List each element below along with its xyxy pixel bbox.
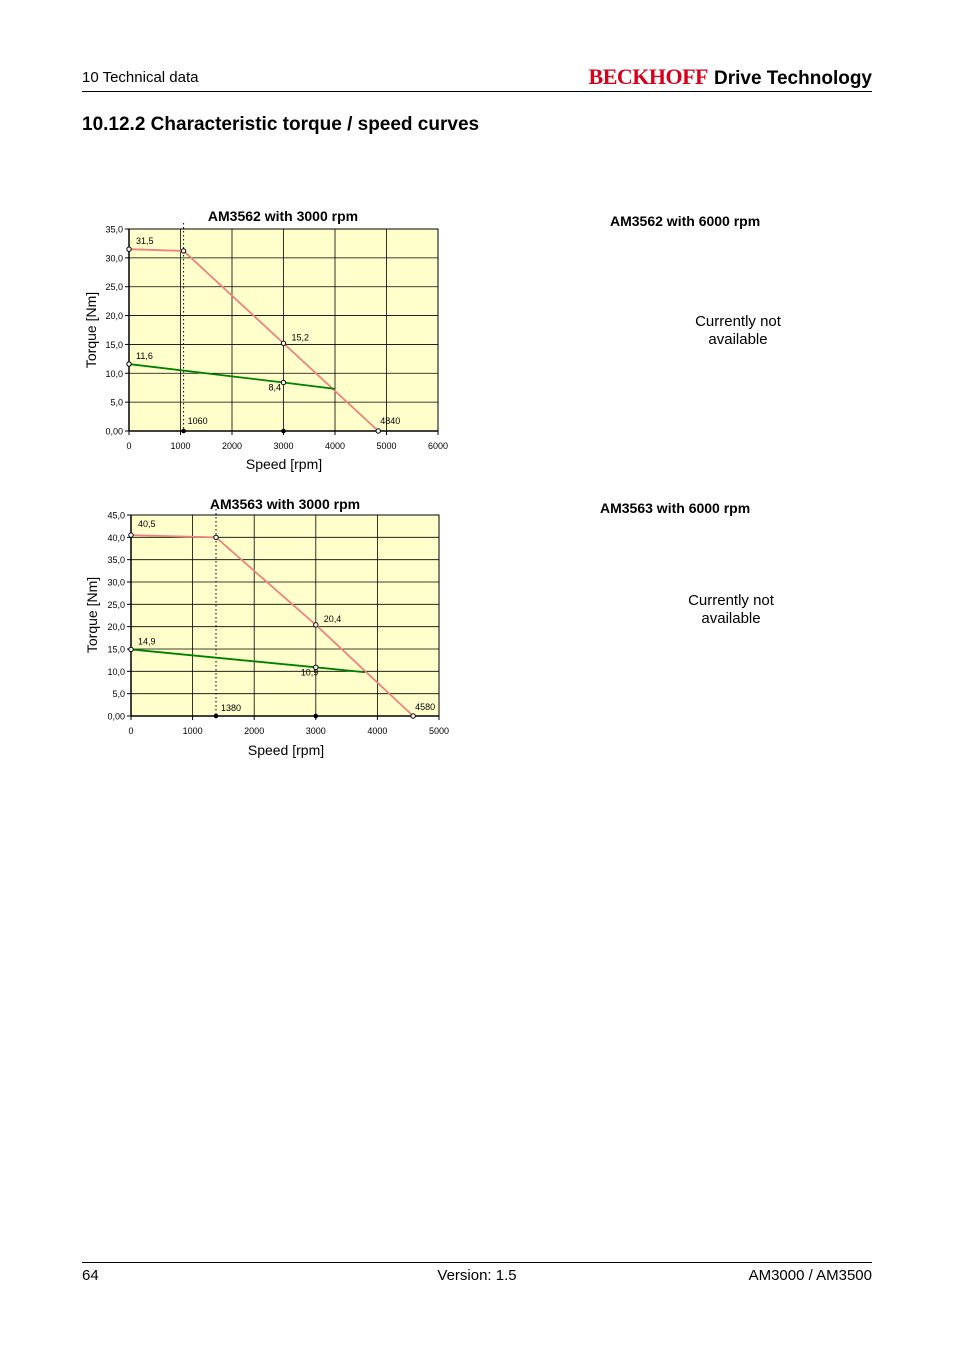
y-tick-label: 25,0 bbox=[105, 282, 123, 293]
y-tick-label: 20,0 bbox=[107, 622, 125, 633]
y-axis-label: Torque [Nm] bbox=[84, 576, 100, 654]
plot-area bbox=[131, 515, 439, 716]
data-label: 1380 bbox=[221, 703, 242, 713]
data-label: 11,6 bbox=[136, 351, 153, 362]
data-label: 40,5 bbox=[138, 519, 156, 530]
y-tick-label: 10,0 bbox=[107, 666, 125, 677]
x-tick-label: 1000 bbox=[170, 441, 191, 451]
x-tick-label: 5000 bbox=[376, 441, 397, 451]
data-label: 14,9 bbox=[138, 636, 156, 647]
note-line: Currently not bbox=[688, 592, 774, 609]
y-tick-label: 25,0 bbox=[107, 599, 125, 610]
y-axis-label: Torque [Nm] bbox=[83, 291, 99, 369]
data-label: 1060 bbox=[187, 416, 208, 426]
y-tick-label: 15,0 bbox=[105, 339, 123, 350]
x-tick-label: 1000 bbox=[182, 726, 203, 736]
footer-divider bbox=[82, 1262, 872, 1263]
am3563-6000rpm-title: AM3563 with 6000 rpm bbox=[600, 500, 751, 516]
y-tick-label: 35,0 bbox=[107, 555, 125, 566]
y-tick-label: 10,0 bbox=[105, 368, 123, 379]
data-point bbox=[129, 533, 133, 537]
y-tick-label: 30,0 bbox=[105, 253, 123, 264]
header-section-title: 10 Technical data bbox=[82, 69, 199, 86]
x-tick-label: 0 bbox=[128, 726, 134, 736]
x-tick-label: 5000 bbox=[428, 726, 450, 736]
data-label: 20,4 bbox=[323, 613, 342, 624]
data-label: 31,5 bbox=[136, 236, 154, 247]
x-axis-label: Speed [rpm] bbox=[247, 742, 325, 758]
am3562-6000rpm-title: AM3562 with 6000 rpm bbox=[610, 213, 761, 229]
chart-title: AM3562 with 3000 rpm bbox=[207, 208, 359, 224]
document-version: Version: 1.5 bbox=[437, 1267, 517, 1284]
y-tick-label: 5,0 bbox=[110, 397, 123, 408]
axis-marker bbox=[214, 714, 219, 719]
x-tick-label: 4000 bbox=[367, 726, 388, 736]
data-label: 8,4 bbox=[268, 382, 282, 393]
x-tick-label: 0 bbox=[126, 441, 132, 451]
data-point bbox=[411, 714, 415, 718]
x-tick-label: 4000 bbox=[324, 441, 346, 451]
data-label: 4840 bbox=[380, 416, 401, 426]
page-number: 64 bbox=[82, 1267, 99, 1284]
x-tick-label: 3000 bbox=[305, 726, 326, 736]
data-label: 15,2 bbox=[291, 332, 310, 343]
y-tick-label: 0,00 bbox=[107, 711, 125, 722]
axis-marker bbox=[314, 714, 319, 719]
x-tick-label: 3000 bbox=[273, 441, 294, 451]
y-tick-label: 5,0 bbox=[112, 689, 125, 700]
note-line: available bbox=[701, 610, 761, 627]
y-tick-label: 45,0 bbox=[107, 510, 125, 521]
data-point bbox=[129, 647, 133, 651]
y-tick-label: 15,0 bbox=[107, 644, 125, 655]
y-tick-label: 20,0 bbox=[105, 311, 123, 322]
am3563-6000rpm-note bbox=[631, 592, 831, 628]
note-line: available bbox=[708, 331, 768, 348]
product-name: AM3000 / AM3500 bbox=[748, 1267, 872, 1284]
x-axis-label: Speed [rpm] bbox=[245, 456, 323, 472]
chart-title: AM3563 with 3000 rpm bbox=[209, 496, 361, 512]
x-tick-label: 6000 bbox=[427, 441, 449, 451]
data-label: 10,9 bbox=[300, 667, 319, 678]
data-label: 4580 bbox=[415, 702, 436, 712]
y-tick-label: 35,0 bbox=[105, 224, 123, 235]
x-tick-label: 2000 bbox=[244, 726, 265, 736]
note-line: Currently not bbox=[695, 313, 781, 330]
am3562-6000rpm-note bbox=[638, 313, 838, 349]
data-point bbox=[214, 535, 218, 539]
x-tick-label: 2000 bbox=[221, 441, 243, 451]
page-heading: 10.12.2 Characteristic torque / speed curves bbox=[82, 114, 480, 135]
y-tick-label: 30,0 bbox=[107, 577, 125, 588]
data-point bbox=[314, 623, 318, 627]
y-tick-label: 0,00 bbox=[105, 426, 123, 437]
beckhoff-logo: BECKHOFF bbox=[588, 64, 708, 89]
brand-suffix: Drive Technology bbox=[713, 68, 872, 89]
y-tick-label: 40,0 bbox=[107, 532, 125, 543]
